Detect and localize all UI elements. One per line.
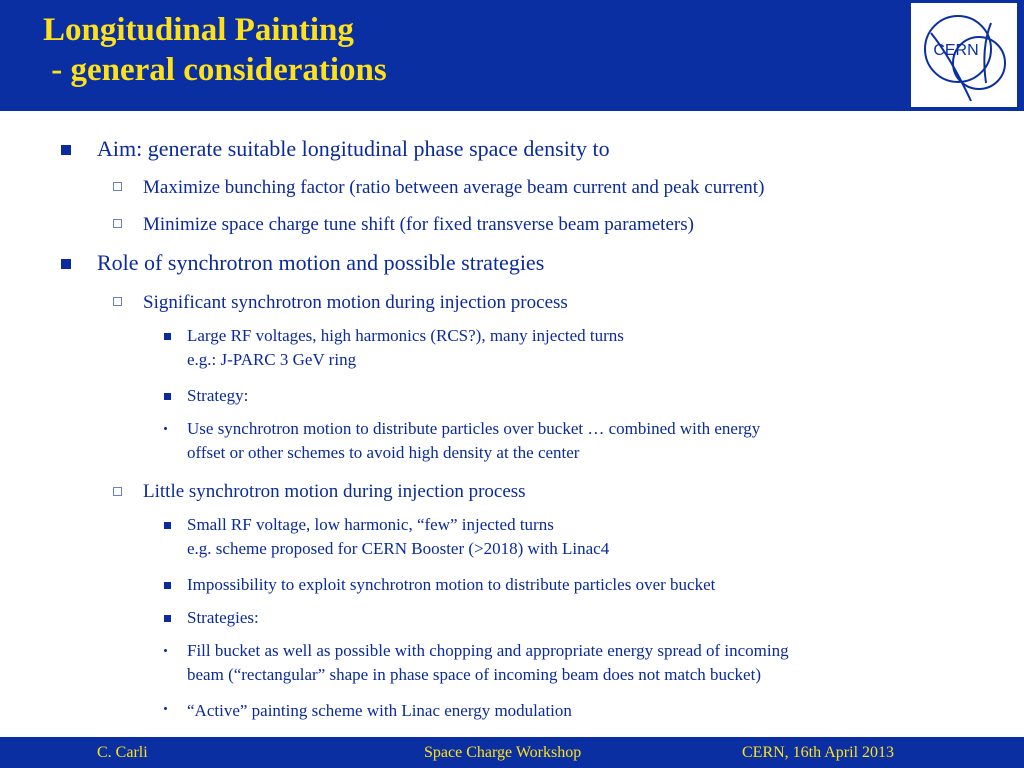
logo-text: CERN [933,42,979,59]
bullet-significant: Significant synchrotron motion during injection process [143,292,568,313]
bullet-hollow-square [113,487,122,496]
slide-footer [0,737,1024,768]
bullet-small-square [164,393,171,400]
bullet-fill-bucket [187,639,789,687]
bullet-minimize: Minimize space charge tune shift (for fixed transverse beam parameters) [143,214,694,235]
small-rf-line-2: e.g. scheme proposed for CERN Booster (>2018) with Linac4 [187,539,610,558]
bullet-dot [164,707,167,710]
bullet-maximize: Maximize bunching factor (ratio between average beam current and peak current) [143,177,765,198]
footer-event: Space Charge Workshop [424,744,582,761]
fill-bucket-line-2: beam (“rectangular” shape in phase space of incoming beam does not match bucket) [187,665,761,684]
bullet-strategies: Strategies: [187,608,259,627]
bullet-strategy: Strategy: [187,386,249,405]
bullet-square [61,259,71,269]
bullet-aim: Aim: generate suitable longitudinal phase space density to [97,136,610,161]
footer-author: C. Carli [97,744,148,761]
title-line-2: - general considerations [43,52,387,88]
large-rf-line-1: Large RF voltages, high harmonics (RCS?), many injected turns [187,326,624,345]
bullet-square [61,145,71,155]
bullet-small-square [164,522,171,529]
large-rf-line-2: e.g.: J-PARC 3 GeV ring [187,350,357,369]
bullet-hollow-square [113,182,122,191]
cern-logo [911,3,1017,107]
bullet-hollow-square [113,219,122,228]
title-line-1: Longitudinal Painting [43,12,354,48]
bullet-role: Role of synchrotron motion and possible strategies [97,250,545,275]
bullet-small-square [164,615,171,622]
cern-logo-icon [911,3,1017,107]
bullet-small-rf [187,513,609,561]
slide-header [0,0,1024,111]
bullet-dot [164,649,167,652]
bullet-little: Little synchrotron motion during injection process [143,481,526,502]
bullet-large-rf [187,324,624,372]
slide-title [43,10,387,90]
footer-place-date: CERN, 16th April 2013 [742,744,895,761]
use-synchrotron-line-1: Use synchrotron motion to distribute particles over bucket … combined with energy [187,419,761,438]
bullet-active-painting: “Active” painting scheme with Linac energy modulation [187,701,572,720]
bullet-dot [164,427,167,430]
bullet-impossibility: Impossibility to exploit synchrotron motion to distribute particles over bucket [187,575,716,594]
bullet-use-synchrotron [187,417,760,465]
bullet-hollow-square [113,297,122,306]
fill-bucket-line-1: Fill bucket as well as possible with chopping and appropriate energy spread of incoming [187,641,789,660]
bullet-small-square [164,582,171,589]
bullet-small-square [164,333,171,340]
small-rf-line-1: Small RF voltage, low harmonic, “few” injected turns [187,515,554,534]
use-synchrotron-line-2: offset or other schemes to avoid high density at the center [187,443,580,462]
